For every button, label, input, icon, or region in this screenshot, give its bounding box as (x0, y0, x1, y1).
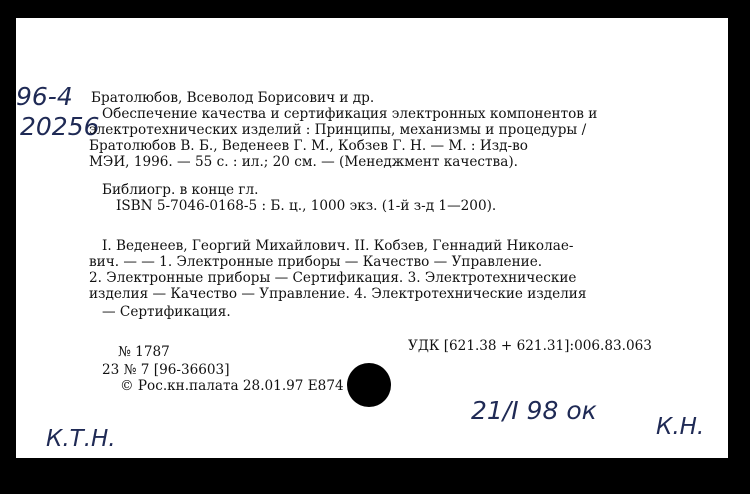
udc-code: УДК [621.38 + 621.31]:006.83.063 (408, 338, 652, 354)
book-chamber-stamp: © Рос.кн.палата 28.01.97 Е874 (120, 378, 344, 394)
tracing-line-4: изделия — Качество — Управление. 4. Электротехнические изделия (89, 286, 587, 302)
title-line-1: Обеспечение качества и сертификация электронных компонентов и (102, 106, 598, 122)
title-line-4: МЭИ, 1996. — 55 с. : ил.; 20 см. — (Менеджмент качества). (89, 154, 518, 170)
card-number: № 1787 (118, 344, 170, 360)
handwritten-index-top: 96-4 (16, 82, 73, 111)
registry-number: 23 № 7 [96-36603] (102, 362, 230, 378)
isbn-line: ISBN 5-7046-0168-5 : Б. ц., 1000 экз. (1-й з-д 1—200). (116, 198, 497, 214)
punch-hole (347, 363, 391, 407)
author-heading: Братолюбов, Всеволод Борисович и др. (91, 90, 375, 106)
tracing-line-1: I. Веденеев, Георгий Михайлович. II. Кобзев, Геннадий Николае- (102, 238, 574, 254)
title-line-3: Братолюбов В. Б., Веденеев Г. М., Кобзев Г. Н. — М. : Изд-во (89, 138, 528, 154)
handwritten-code-right: К.Н. (656, 414, 705, 440)
title-line-2: электротехнических изделий : Принципы, механизмы и процедуры / (89, 122, 587, 138)
bibliography-note: Библиогр. в конце гл. (102, 182, 259, 198)
handwritten-code-left: К.Т.Н. (46, 426, 116, 452)
handwritten-date: 21/I 98 ок (471, 396, 597, 425)
tracing-line-3: 2. Электронные приборы — Сертификация. 3. Электротехнические (89, 270, 577, 286)
tracing-line-5: — Сертификация. (102, 304, 231, 320)
tracing-line-2: вич. — — 1. Электронные приборы — Качество — Управление. (89, 254, 543, 270)
handwritten-index-bottom: 20256 (20, 112, 100, 141)
